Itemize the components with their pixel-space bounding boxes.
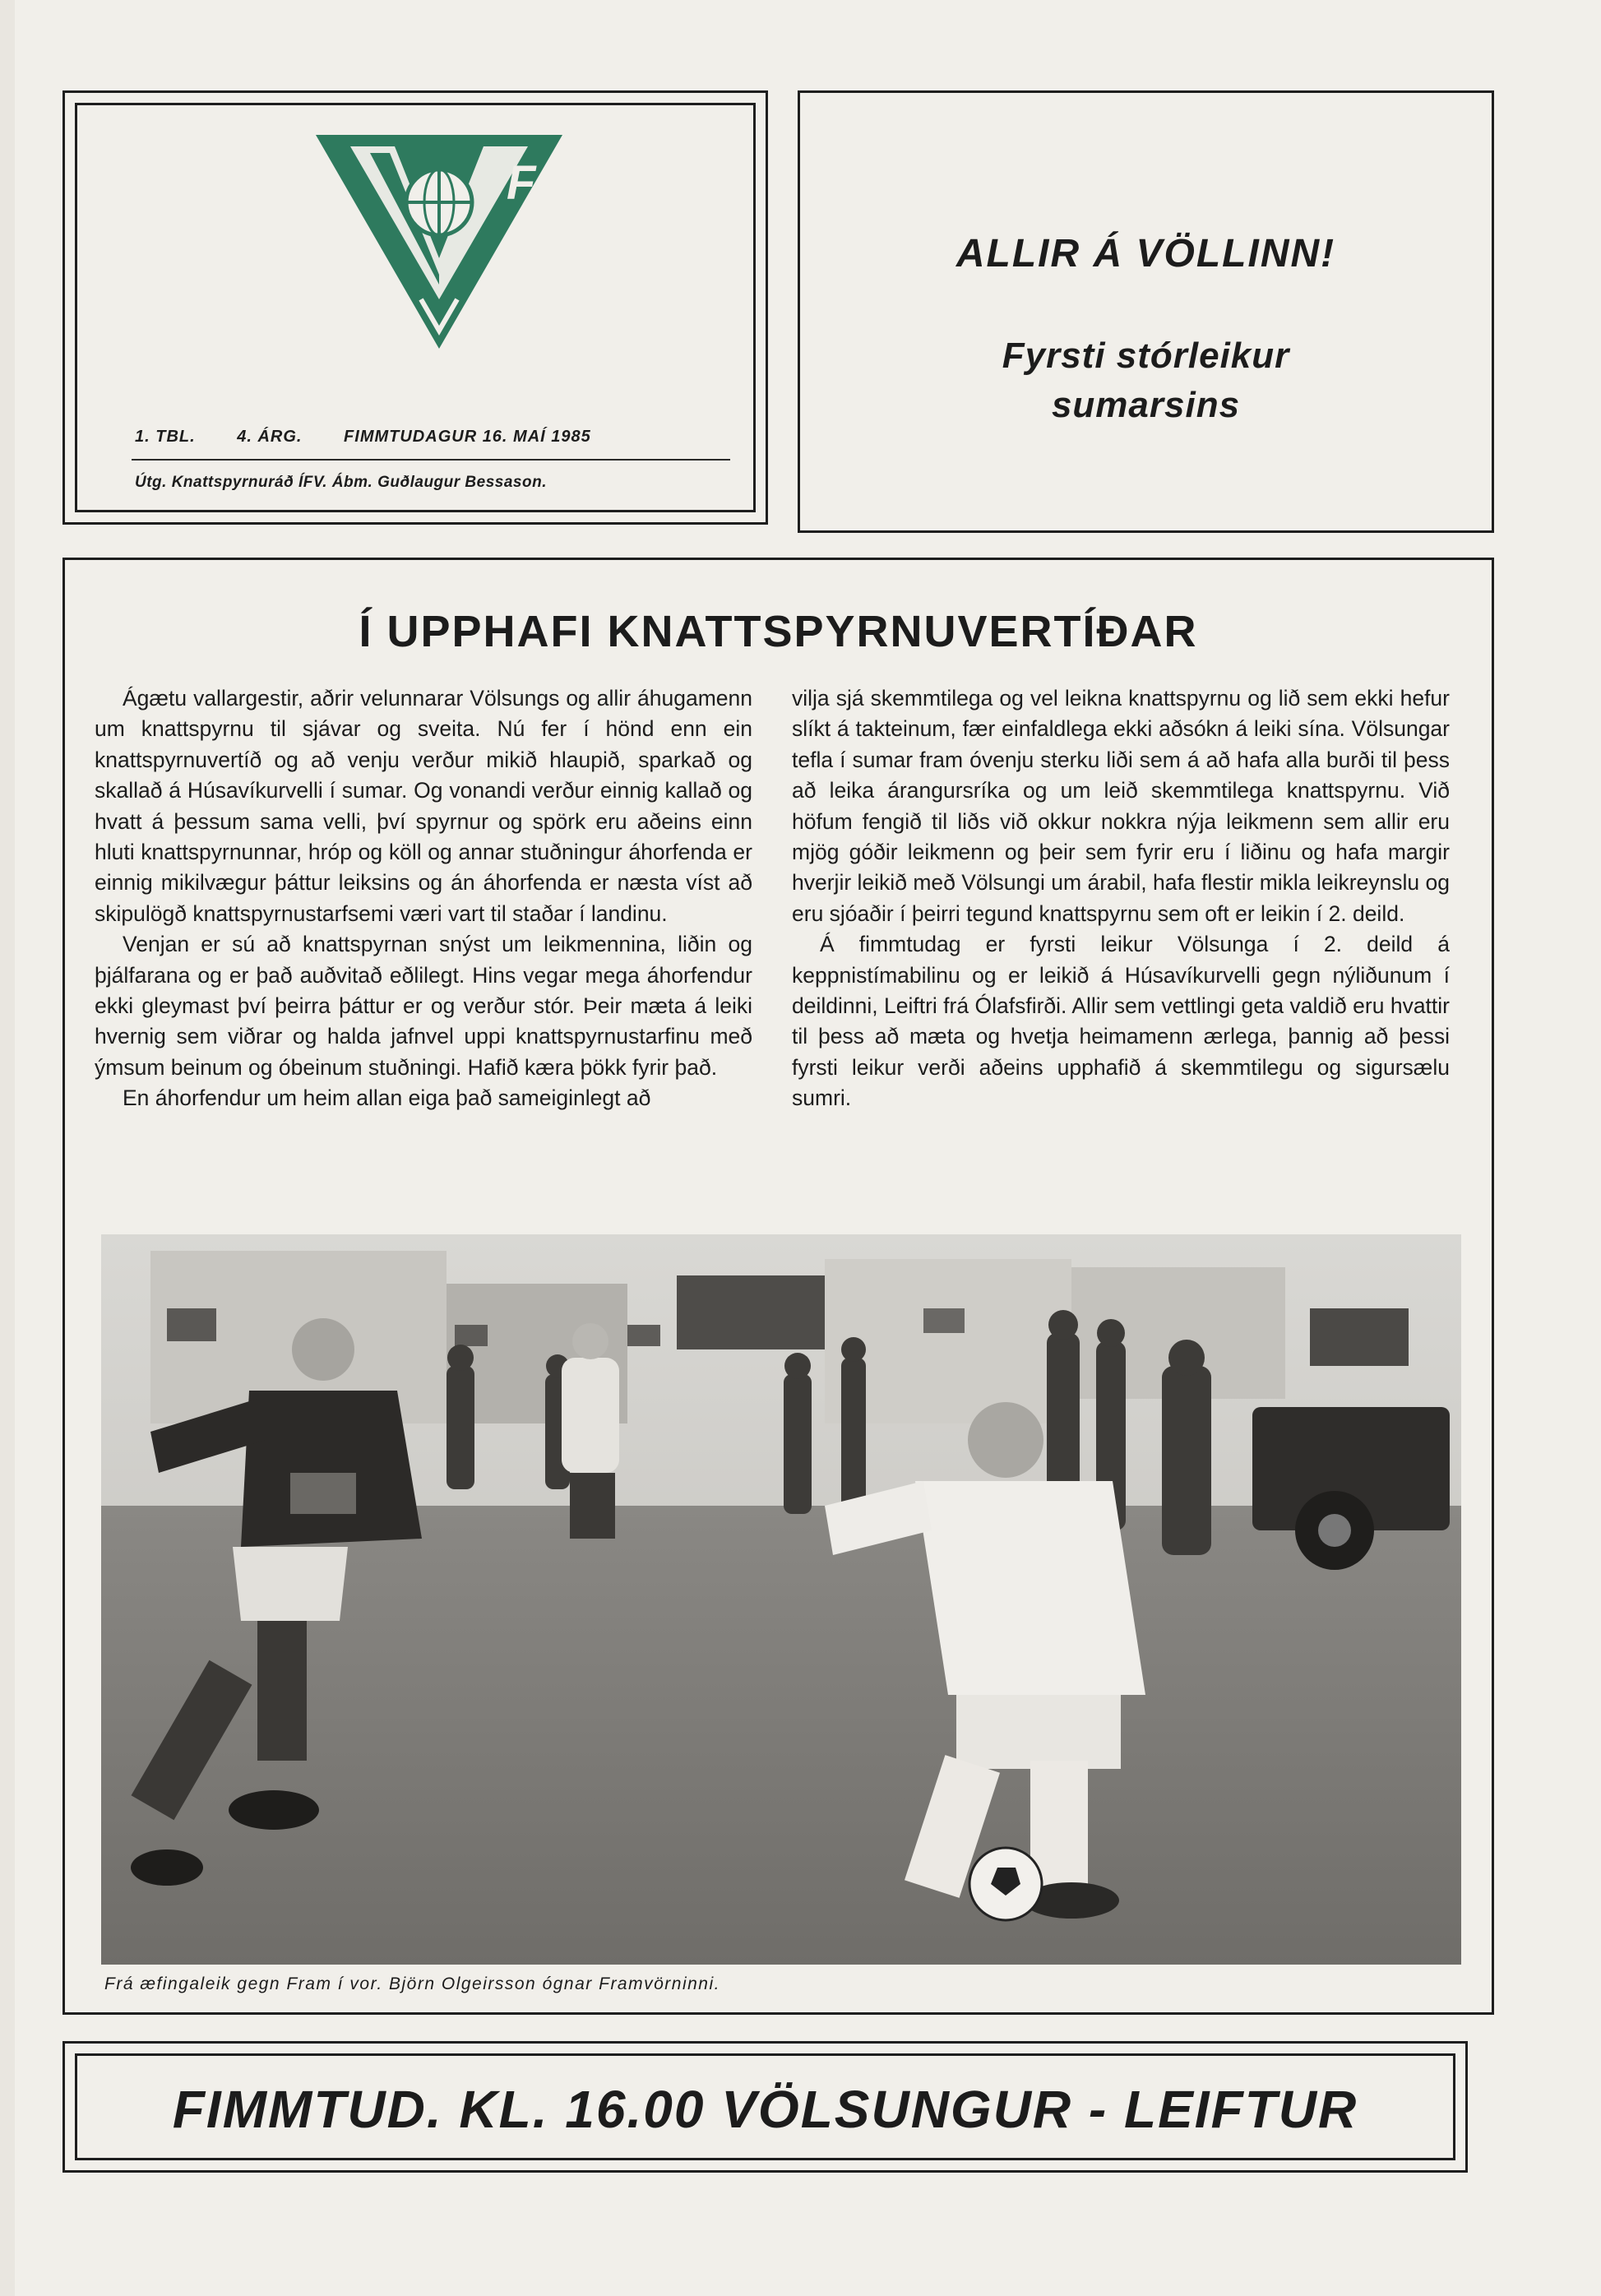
newspaper-page — [15, 0, 1601, 2296]
promo-sub-line-1: Fyrsti stórleikur — [1002, 336, 1290, 376]
promo-subheadline — [800, 331, 1492, 430]
article-paragraph: vilja sjá skemmtilega og vel leikna knattspyrnu og lið sem ekki hefur slíkt á takteinum, fær einfaldlega ekki aðsókn á leiki sína. Völsungar tefla í sumar fram óvenju sterku liði sem á að hafa alla burði til þess að leika árangursríka og um leið skemmtilega knattspyrnu. Við höfum fengið til liðs við okkur nokkra nýja leikmenn sem allir eru mjög góðir leikmenn og þeir sem fyrir eru í liðinu og hafa margir hverjir leikið með Völsungi um árabil, hafa flestir mikla leikreynslu og eru sjóaðir í þeirri tegund knattspyrnu sem oft er leikin í 2. deild. — [792, 686, 1450, 926]
match-photo-image — [101, 1234, 1461, 1965]
article — [62, 558, 1494, 2015]
masthead-divider — [132, 459, 730, 461]
promo-headline: ALLIR Á VÖLLINN! — [956, 232, 1336, 275]
masthead — [62, 90, 768, 525]
issue-line — [135, 428, 627, 447]
issue-date: FIMMTUDAGUR 16. MAÍ 1985 — [344, 428, 591, 446]
article-paragraph: Venjan er sú að knattspyrnan snýst um leikmennina, liðin og þjálfarana og er það auðvitað eðlilegt. Hins vegar mega áhorfendur ekki gleymast því þeirra þáttur er og verður stór. Þeir mæta á leiki hvernig sem viðrar og halda jafnvel uppi knattspyrnustarfinu með ýmsum beinum og óbeinum stuðningi. Hafið kæra þökk fyrir það. — [95, 932, 752, 1080]
issue-volume: 4. ÁRG. — [237, 428, 303, 446]
publisher-line: Útg. Knattspyrnuráð ÍFV. Ábm. Guðlaugur Bessason. — [135, 474, 547, 491]
masthead-inner-frame — [75, 103, 756, 512]
article-paragraph: Ágætu vallargestir, aðrir velunnarar Völsungs og allir áhugamenn um knattspyrnu til sjávar og sveita. Nú fer í hönd enn ein knattspyrnuvertíð og að venju verður mikið hlaupið, sparkað og skallað á Húsavíkurvelli í sumar. Og vonandi verður einnig kallað og hvatt á þessum sama velli, því spyrnur og spörk eru aðeins einn hluti knattspyrnunnar, hróp og köll og annar stuðningur áhorfenda er einnig mikilvægur þáttur leiksins og án áhorfenda er næsta víst að skipulögð knattspyrnustarfsemi væri vart til staðar í landinu. — [95, 686, 752, 926]
issue-number: 1. TBL. — [135, 428, 196, 446]
article-column-right — [792, 683, 1450, 1114]
club-logo-icon — [316, 135, 562, 349]
article-paragraph: En áhorfendur um heim allan eiga það sameiginlegt að — [123, 1086, 651, 1111]
match-banner-text: FIMMTUD. KL. 16.00 VÖLSUNGUR - LEIFTUR — [172, 2080, 1358, 2139]
match-banner-inner — [75, 2053, 1455, 2160]
photo-caption: Frá æfingaleik gegn Fram í vor. Björn Olgeirsson ógnar Framvörninni. — [104, 1974, 720, 1993]
article-title: Í UPPHAFI KNATTSPYRNUVERTÍÐAR — [359, 607, 1198, 656]
logo-letter: F — [507, 156, 536, 210]
article-column-left — [95, 683, 752, 1114]
match-photo — [101, 1234, 1461, 1965]
match-banner — [62, 2041, 1468, 2173]
article-paragraph: Á fimmtudag er fyrsti leikur Völsunga í 2. deild á keppnistímabilinu og er leikið á Húsavíkurvelli gegn nýliðunum í deildinni, Leiftri frá Ólafsfirði. Allir sem vettlingi geta valdið eru hvattir til þess að mæta og hvetja heimamenn ærlega, þannig að þessi fyrsti leikur verði aðeins upphafið á skemmtilegu og sigursælu sumri. — [792, 932, 1450, 1111]
promo-box — [798, 90, 1494, 533]
promo-sub-line-2: sumarsins — [1051, 385, 1241, 425]
